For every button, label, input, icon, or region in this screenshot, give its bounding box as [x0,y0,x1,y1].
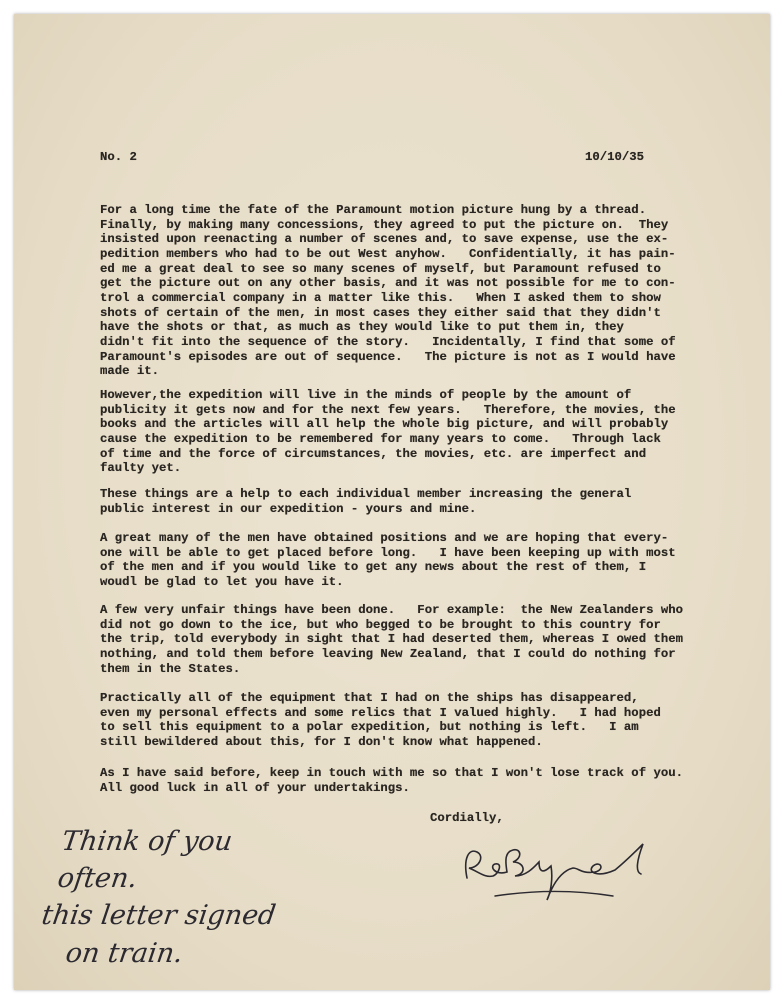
text-line: nothing, and told them before leaving New Zealand, that I could do nothing for [100,646,676,661]
text-line: to sell this equipment to a polar expedition, but nothing is left. I am [100,720,639,735]
text-line: faulty yet. [100,461,182,476]
text-line: have the shots or that, as much as they would like to put them in, they [100,320,624,335]
text-line: get the picture out on any other basis, and it was not possible for me to con- [100,276,676,291]
text-line: Paramount's episodes are out of sequence. The picture is not as I would have [100,349,676,364]
text-line: made it. [100,364,160,379]
text-line: Finally, by making many concessions, they agreed to put the picture on. They [100,217,669,232]
paragraph [100,388,676,476]
handwritten-line: on train. [63,938,185,969]
text-line: did not go down to the ice, but who begged to be brought to this country for [100,617,661,632]
text-line: one will be able to get placed before long. I have been keeping up with most [100,545,676,560]
signature [455,838,665,908]
handwritten-line: Think of you [59,826,235,857]
text-line: ed me a great deal to see so many scenes of myself, but Paramount refused to [100,261,661,276]
text-line: However,the expedition will live in the minds of people by the amount of [100,388,632,402]
text-line: them in the States. [100,661,241,676]
text-line: of the men and if you would like to get any news about the rest of them, I [100,560,647,575]
text-line: books and the articles will all help the whole big picture, and will probably [100,417,669,432]
text-line: shots of certain of the men, in most cases they either said that they didn't [100,305,661,320]
text-line: trol a commercial company in a matter like this. When I asked them to show [100,290,661,305]
handwritten-line: often. [55,863,140,894]
text-line: pedition members who had to be out West anyhow. Confidentially, it has pain- [100,246,676,261]
text-line: still bewildered about this, for I don't know what happened. [100,734,543,749]
text-line: A few very unfair things have been done. For example: the New Zealanders who [100,603,683,617]
paragraph [100,691,661,750]
paragraph [100,203,676,379]
text-line: A great many of the men have obtained positions and we are hoping that every- [100,531,669,545]
text-line: As I have said before, keep in touch with me so that I won't lose track of you. [100,766,683,780]
text-line: woudl be glad to let you have it. [100,574,344,589]
paragraph [100,766,683,795]
text-line: the trip, told everybody in sight that I had deserted them, whereas I owed them [100,632,683,647]
paragraph [100,531,676,590]
text-line: All good luck in all of your undertakings. [100,780,410,795]
letter-date: 10/10/35 [585,150,645,164]
text-line: Practically all of the equipment that I had on the ships has disappeared, [100,691,639,705]
text-line: These things are a help to each individual member increasing the general [100,487,632,501]
text-line: even my personal effects and some relics that I valued highly. I had hoped [100,705,661,720]
paragraph [100,603,683,676]
text-line: insisted upon reenacting a number of scenes and, to save expense, use the ex- [100,232,669,247]
text-line: For a long time the fate of the Paramount motion picture hung by a thread. [100,203,647,217]
text-line: cause the expedition to be remembered for many years to come. Through lack [100,431,661,446]
text-line: didn't fit into the sequence of the story. Incidentally, I find that some of [100,334,676,349]
closing: Cordially, [430,811,504,825]
handwritten-line: this letter signed [39,900,278,931]
text-line: of time and the force of circumstances, the movies, etc. are imperfect and [100,446,647,461]
text-line: publicity it gets now and for the next few years. Therefore, the movies, the [100,402,676,417]
paragraph [100,487,631,516]
letter-number: No. 2 [100,150,137,164]
text-line: public interest in our expedition - yours and mine. [100,501,477,516]
